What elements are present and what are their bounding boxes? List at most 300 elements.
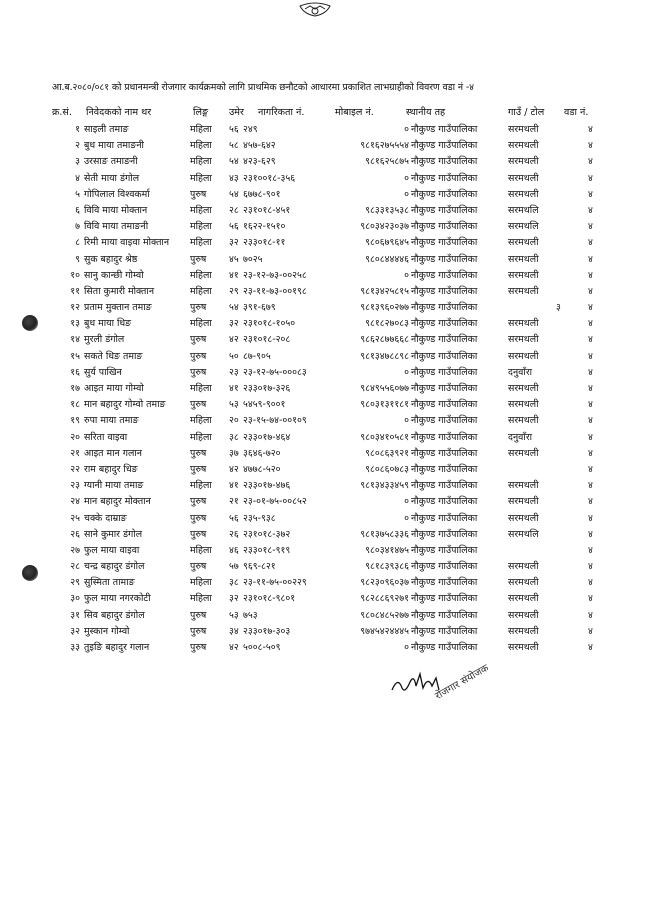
row-extra-note: ३ <box>556 302 561 314</box>
row-village: सरमथली <box>508 577 539 589</box>
table-row <box>0 526 656 542</box>
row-age: ४१ <box>229 480 239 492</box>
row-sn: २ <box>75 140 80 152</box>
row-sex: महिला <box>190 415 212 427</box>
row-mobile: ० <box>404 512 409 524</box>
table-row <box>0 283 656 299</box>
row-citizenship: ३९१-६७९ <box>243 302 276 314</box>
row-age: ५० <box>229 350 239 362</box>
row-ward: ४ <box>588 642 593 653</box>
row-sn: २९ <box>70 577 80 589</box>
row-name: सुर्य पाखिन <box>84 366 122 378</box>
row-ward: ४ <box>588 512 593 524</box>
row-ward: ४ <box>588 625 593 637</box>
row-village: सरमथलि <box>508 528 539 540</box>
row-sex: महिला <box>190 237 212 249</box>
table-row <box>0 639 656 655</box>
row-name: सानु कान्छी गोम्वो <box>84 269 144 281</box>
row-sex: महिला <box>190 156 212 168</box>
row-name: सुस्मिता तामाङ <box>84 577 135 589</box>
row-local-level: नौकुण्ड गाउँपालिका <box>411 625 478 637</box>
row-sex: पुरुष <box>190 188 207 200</box>
row-age: २० <box>229 415 239 427</box>
row-village: सरमथली <box>508 415 539 427</box>
row-citizenship: २३१०१८-१०५० <box>243 318 296 330</box>
col-local: स्थानीय तह <box>406 107 446 118</box>
row-citizenship: २३१००१८-३५६ <box>243 172 296 184</box>
row-citizenship: ५००८-५०९ <box>243 642 281 653</box>
row-local-level: नौकुण्ड गाउँपालिका <box>411 383 478 394</box>
col-sex: लिङ्ग <box>193 107 209 118</box>
row-local-level: नौकुण्ड गाउँपालिका <box>411 512 478 524</box>
col-citizenship: नागरिकता नं. <box>258 107 305 118</box>
row-age: ३८ <box>229 431 239 443</box>
row-name: सेती माया डंगोल <box>84 172 140 184</box>
table-row <box>0 170 656 186</box>
row-citizenship: २३१०१८-९८०१ <box>243 593 296 605</box>
table-row <box>0 331 656 347</box>
row-ward: ४ <box>588 204 593 216</box>
row-citizenship: ७५३ <box>243 609 258 621</box>
row-age: ४६ <box>229 544 239 556</box>
row-ward: ४ <box>588 318 593 330</box>
row-citizenship: ७०२५ <box>243 253 263 265</box>
row-mobile: ० <box>404 642 409 653</box>
row-age: ५६ <box>229 512 239 524</box>
table-row <box>0 574 656 590</box>
row-name: मान बहादुर मोक्तान <box>84 496 151 508</box>
row-village: सरमथली <box>508 350 539 362</box>
row-ward: ४ <box>588 350 593 362</box>
row-citizenship: १६२२-१५१० <box>243 221 286 233</box>
table-row <box>0 153 656 169</box>
row-ward: ४ <box>588 577 593 589</box>
row-sex: महिला <box>190 318 212 330</box>
beneficiary-table <box>0 121 656 655</box>
punch-hole-icon <box>22 315 38 331</box>
row-mobile: ९८१३४३३४५९ <box>360 480 409 492</box>
row-name: सिता कुमारी मोक्तान <box>84 285 155 297</box>
row-age: २६ <box>229 528 239 540</box>
row-ward: ४ <box>588 609 593 621</box>
row-citizenship: २३-१२-७३-००२५८ <box>243 269 307 281</box>
row-mobile: ० <box>404 172 409 184</box>
row-ward: ४ <box>588 383 593 394</box>
row-ward: ४ <box>588 399 593 411</box>
row-citizenship: २३-११-७५-००२२९ <box>243 577 307 589</box>
row-local-level: नौकुण्ड गाउँपालिका <box>411 593 478 605</box>
row-sn: २६ <box>70 528 80 540</box>
row-local-level: नौकुण्ड गाउँपालिका <box>411 124 478 135</box>
row-age: ५६ <box>229 124 239 135</box>
row-age: ३२ <box>229 318 239 330</box>
row-age: ५८ <box>229 140 239 152</box>
row-sex: महिला <box>190 204 212 216</box>
row-sn: ९ <box>75 253 80 265</box>
row-age: ३४ <box>229 625 239 637</box>
row-citizenship: ५४५९-९००१ <box>243 399 286 411</box>
row-name: चक्के दाम्राङ <box>84 512 127 524</box>
row-ward: ४ <box>588 528 593 540</box>
row-local-level: नौकुण्ड गाउँपालिका <box>411 204 478 216</box>
row-mobile: ० <box>404 415 409 427</box>
row-village: सरमथलि <box>508 204 539 216</box>
row-name: साइली तमाङ <box>84 124 129 135</box>
table-row <box>0 137 656 153</box>
row-mobile: ९८१३७५८३३६ <box>360 528 409 540</box>
row-age: ४२ <box>229 334 239 346</box>
row-sn: ८ <box>75 237 80 249</box>
stamp-seal-icon <box>255 2 375 88</box>
row-sex: महिला <box>190 269 212 281</box>
row-ward: ४ <box>588 561 593 573</box>
row-ward: ४ <box>588 415 593 427</box>
row-mobile: ९८४९५५६०७७ <box>360 383 409 394</box>
row-age: ४३ <box>229 172 239 184</box>
row-sex: पुरुष <box>190 642 207 653</box>
row-sn: ३२ <box>70 625 80 637</box>
table-row <box>0 623 656 639</box>
row-sex: महिला <box>190 383 212 394</box>
row-local-level: नौकुण्ड गाउँपालिका <box>411 561 478 573</box>
row-local-level: नौकुण्ड गाउँपालिका <box>411 399 478 411</box>
row-local-level: नौकुण्ड गाउँपालिका <box>411 415 478 427</box>
row-name: रुपा माया तमाङ <box>84 415 139 427</box>
row-sex: महिला <box>190 431 212 443</box>
row-sex: महिला <box>190 124 212 135</box>
row-local-level: नौकुण्ड गाउँपालिका <box>411 237 478 249</box>
row-local-level: नौकुण्ड गाउँपालिका <box>411 350 478 362</box>
row-village: सरमथली <box>508 480 539 492</box>
row-local-level: नौकुण्ड गाउँपालिका <box>411 302 478 314</box>
row-name: बुध माया धिङ <box>84 318 132 330</box>
row-citizenship: २३३०१८-११ <box>243 237 286 249</box>
row-age: ५६ <box>229 221 239 233</box>
col-age: उमेर <box>229 107 244 118</box>
row-citizenship: २३१०१८-३७२ <box>243 528 291 540</box>
row-age: २८ <box>229 204 239 216</box>
row-village: सरमथली <box>508 496 539 508</box>
row-age: ३२ <box>229 593 239 605</box>
row-name: रिमी माया वाइवा मोक्तान <box>84 237 170 249</box>
row-sex: पुरुष <box>190 512 207 524</box>
row-sn: १ <box>75 124 80 135</box>
row-citizenship: ३६४६-७२० <box>243 447 281 459</box>
row-sn: १७ <box>70 383 80 394</box>
table-row <box>0 364 656 380</box>
table-row <box>0 299 656 315</box>
row-sex: पुरुष <box>190 496 207 508</box>
row-citizenship: २३-०१-७५-००८५२ <box>243 496 307 508</box>
row-village: सरमथली <box>508 593 539 605</box>
row-age: ३७ <box>229 447 239 459</box>
row-sn: १५ <box>70 350 80 362</box>
row-age: ४२ <box>229 642 239 653</box>
row-ward: ४ <box>588 188 593 200</box>
row-citizenship: ४७७८-५२० <box>243 463 281 475</box>
row-ward: ४ <box>588 366 593 378</box>
row-sex: पुरुष <box>190 350 207 362</box>
row-village: सरमथली <box>508 318 539 330</box>
row-citizenship: २३३०१७-४६४ <box>243 431 291 443</box>
row-village: सरमथली <box>508 334 539 346</box>
col-name: निवेदकको नाम थर <box>86 107 152 118</box>
row-sex: पुरुष <box>190 334 207 346</box>
row-village: सरमथली <box>508 609 539 621</box>
row-local-level: नौकुण्ड गाउँपालिका <box>411 609 478 621</box>
row-name: गोपिलाल विश्वकर्मा <box>84 188 150 200</box>
row-age: ५४ <box>229 302 239 314</box>
row-citizenship: २३१०१८-४५१ <box>243 204 291 216</box>
table-row <box>0 607 656 623</box>
row-ward: ४ <box>588 285 593 297</box>
row-citizenship: २३-१२-७५-०००८३ <box>243 366 307 378</box>
row-local-level: नौकुण्ड गाउँपालिका <box>411 366 478 378</box>
row-name: फुल माया नगरकोटी <box>84 593 151 605</box>
row-village: सरमथली <box>508 253 539 265</box>
row-ward: ४ <box>588 334 593 346</box>
row-local-level: नौकुण्ड गाउँपालिका <box>411 480 478 492</box>
table-row <box>0 348 656 364</box>
row-mobile: ९८०८६०७८३ <box>365 463 409 475</box>
row-mobile: ९८१८३९३८६ <box>365 561 409 573</box>
row-sn: २५ <box>70 512 80 524</box>
row-village: सरमथली <box>508 140 539 152</box>
row-village: सरमथली <box>508 237 539 249</box>
row-mobile: ९८१६२७५५५४ <box>360 140 409 152</box>
row-local-level: नौकुण्ड गाउँपालिका <box>411 334 478 346</box>
row-local-level: नौकुण्ड गाउँपालिका <box>411 221 478 233</box>
row-ward: ४ <box>588 544 593 556</box>
row-sn: २४ <box>70 496 80 508</box>
col-mobile: मोबाइल नं. <box>335 107 374 118</box>
row-local-level: नौकुण्ड गाउँपालिका <box>411 318 478 330</box>
row-age: ४१ <box>229 269 239 281</box>
row-citizenship: २३५-९३८ <box>243 512 276 524</box>
row-local-level: नौकुण्ड गाउँपालिका <box>411 285 478 297</box>
row-name: आइत मान गलान <box>84 447 142 459</box>
row-sex: महिला <box>190 221 212 233</box>
row-name: आइत माया गोम्वो <box>84 383 144 394</box>
row-village: सरमथली <box>508 399 539 411</box>
row-name: ग्यानी माया तमाङ <box>84 480 144 492</box>
row-local-level: नौकुण्ड गाउँपालिका <box>411 431 478 443</box>
row-mobile: ९८०८६३९२१ <box>365 447 409 459</box>
table-row <box>0 590 656 606</box>
row-local-level: नौकुण्ड गाउँपालिका <box>411 188 478 200</box>
table-row <box>0 558 656 574</box>
row-sn: ३१ <box>70 609 80 621</box>
table-row <box>0 267 656 283</box>
row-mobile: ९८१६२५८७५ <box>365 156 409 168</box>
municipality-stamp <box>255 2 375 88</box>
table-row <box>0 542 656 558</box>
row-village: सरमथली <box>508 269 539 281</box>
row-sn: ६ <box>75 204 80 216</box>
row-age: ४५ <box>229 253 239 265</box>
row-sn: ३३ <box>70 642 80 653</box>
row-name: राम बहादुर धिङ <box>84 463 138 475</box>
table-row <box>0 315 656 331</box>
row-name: फुल माया वाइवा <box>84 544 140 556</box>
table-row <box>0 380 656 396</box>
row-age: ३८ <box>229 577 239 589</box>
row-local-level: नौकुण्ड गाउँपालिका <box>411 577 478 589</box>
row-sn: २० <box>70 431 80 443</box>
row-sex: पुरुष <box>190 366 207 378</box>
row-local-level: नौकुण्ड गाउँपालिका <box>411 544 478 556</box>
row-citizenship: २३३०१७-४७६ <box>243 480 291 492</box>
table-row <box>0 121 656 137</box>
row-village: सरमथली <box>508 124 539 135</box>
row-age: ५७ <box>229 561 239 573</box>
row-ward: ४ <box>588 480 593 492</box>
row-sn: १६ <box>70 366 80 378</box>
row-age: ५४ <box>229 156 239 168</box>
table-row <box>0 186 656 202</box>
row-citizenship: ४५७-६४२ <box>243 140 276 152</box>
row-name: मान बहादुर गोम्वो तमाङ <box>84 399 166 411</box>
row-local-level: नौकुण्ड गाउँपालिका <box>411 253 478 265</box>
row-citizenship: २३-१५-७४-००१०९ <box>243 415 307 427</box>
table-row <box>0 429 656 445</box>
row-age: २९ <box>229 285 239 297</box>
table-row <box>0 510 656 526</box>
row-mobile: ९८०३१३११८१ <box>360 399 409 411</box>
row-citizenship: २३३०१७-३२६ <box>243 383 291 394</box>
page-heading: आ.ब.२०८०/०८१ को प्रधानमन्त्री रोजगार कार्यक्रमको लागि प्राथमिक छनौटको आधारमा प्रकाशित लाभग्राहीको विवरण वडा नं -४ <box>52 82 474 93</box>
row-sex: महिला <box>190 544 212 556</box>
row-sex: महिला <box>190 140 212 152</box>
row-ward: ४ <box>588 237 593 249</box>
row-name: साने कुमार डंगोल <box>84 528 143 540</box>
table-row <box>0 412 656 428</box>
row-village: सरमथली <box>508 512 539 524</box>
row-village: सरमथली <box>508 383 539 394</box>
row-mobile: ९८०३४१४७५ <box>365 544 409 556</box>
row-village: सरमथली <box>508 188 539 200</box>
row-age: ४१ <box>229 383 239 394</box>
row-sn: २३ <box>70 480 80 492</box>
row-mobile: ० <box>404 124 409 135</box>
col-ward: वडा नं. <box>564 107 589 118</box>
row-ward: ४ <box>588 593 593 605</box>
row-mobile: ९८०६७९६४५ <box>365 237 409 249</box>
row-village: सरमथली <box>508 642 539 653</box>
row-mobile: ९८०३४२३०३७ <box>360 221 409 233</box>
row-name: विवि माया मोक्तान <box>84 204 148 216</box>
row-sn: १९ <box>70 415 80 427</box>
row-age: ४२ <box>229 463 239 475</box>
row-ward: ४ <box>588 156 593 168</box>
row-local-level: नौकुण्ड गाउँपालिका <box>411 496 478 508</box>
row-citizenship: २४९ <box>243 124 258 135</box>
row-citizenship: ६७७८-९०१ <box>243 188 281 200</box>
row-age: ५३ <box>229 609 239 621</box>
row-name: मुरली डंगोल <box>84 334 125 346</box>
punch-hole-icon <box>22 565 38 581</box>
row-sn: २७ <box>70 544 80 556</box>
table-row <box>0 251 656 267</box>
row-mobile: ० <box>404 496 409 508</box>
row-ward: ४ <box>588 463 593 475</box>
row-citizenship: २३१०१८-२०८ <box>243 334 291 346</box>
row-sn: १८ <box>70 399 80 411</box>
row-mobile: ९८१३४२५८१५ <box>360 285 409 297</box>
row-mobile: ९७४५४२४४४५ <box>360 625 409 637</box>
table-row <box>0 445 656 461</box>
row-name: सिव बहादुर डंगोल <box>84 609 145 621</box>
row-ward: ४ <box>588 140 593 152</box>
row-sex: पुरुष <box>190 609 207 621</box>
row-mobile: ० <box>404 188 409 200</box>
row-ward: ४ <box>588 496 593 508</box>
row-ward: ४ <box>588 302 593 314</box>
row-village: सरमथली <box>508 156 539 168</box>
row-sn: २८ <box>70 561 80 573</box>
row-age: ५३ <box>229 399 239 411</box>
row-citizenship: २३३०१७-३०३ <box>243 625 291 637</box>
row-sex: पुरुष <box>190 447 207 459</box>
row-sn: १० <box>70 269 80 281</box>
table-header <box>0 105 656 119</box>
row-village: सरमथलि <box>508 221 539 233</box>
row-citizenship: ८७-९०५ <box>243 350 271 362</box>
table-row <box>0 477 656 493</box>
row-name: विवि माया तमाङनी <box>84 221 149 233</box>
row-sex: महिला <box>190 480 212 492</box>
row-local-level: नौकुण्ड गाउँपालिका <box>411 463 478 475</box>
row-mobile: ९८०८४४४४६ <box>365 253 409 265</box>
row-age: २१ <box>229 496 239 508</box>
row-sex: पुरुष <box>190 399 207 411</box>
row-village: सरमथली <box>508 561 539 573</box>
row-mobile: ९८१३९६०२७७ <box>360 302 409 314</box>
row-name: तुइङि बहादुर गलान <box>84 642 150 653</box>
row-sex: महिला <box>190 285 212 297</box>
row-citizenship: २३-११-७३-००१९८ <box>243 285 307 297</box>
row-sn: १४ <box>70 334 80 346</box>
row-mobile: ० <box>404 269 409 281</box>
row-mobile: ९८१८२७०८३ <box>365 318 409 330</box>
row-citizenship: ९६९-८२१ <box>243 561 276 573</box>
row-sex: महिला <box>190 172 212 184</box>
row-village: दनुवाँरा <box>508 366 533 378</box>
row-name: उरसाङ तमाङनी <box>84 156 138 168</box>
row-mobile: ९८३३१३५३८ <box>365 204 409 216</box>
row-sex: पुरुष <box>190 625 207 637</box>
table-row <box>0 493 656 509</box>
row-mobile: ९८०३४१०५८१ <box>360 431 409 443</box>
row-sex: महिला <box>190 577 212 589</box>
row-citizenship: २३३०१८-९१९ <box>243 544 291 556</box>
row-village: सरमथली <box>508 172 539 184</box>
row-ward: ४ <box>588 269 593 281</box>
col-sn: क्र.सं. <box>52 107 72 118</box>
row-name: सुक बहादुर श्रेष्ठ <box>84 253 138 265</box>
row-sex: पुरुष <box>190 528 207 540</box>
row-ward: ४ <box>588 172 593 184</box>
row-local-level: नौकुण्ड गाउँपालिका <box>411 269 478 281</box>
row-ward: ४ <box>588 221 593 233</box>
row-age: ३२ <box>229 237 239 249</box>
col-village: गाउँ / टोल <box>508 107 545 118</box>
row-village: सरमथली <box>508 625 539 637</box>
table-row <box>0 218 656 234</box>
row-sn: ४ <box>75 172 80 184</box>
row-ward: ४ <box>588 447 593 459</box>
row-local-level: नौकुण्ड गाउँपालिका <box>411 172 478 184</box>
